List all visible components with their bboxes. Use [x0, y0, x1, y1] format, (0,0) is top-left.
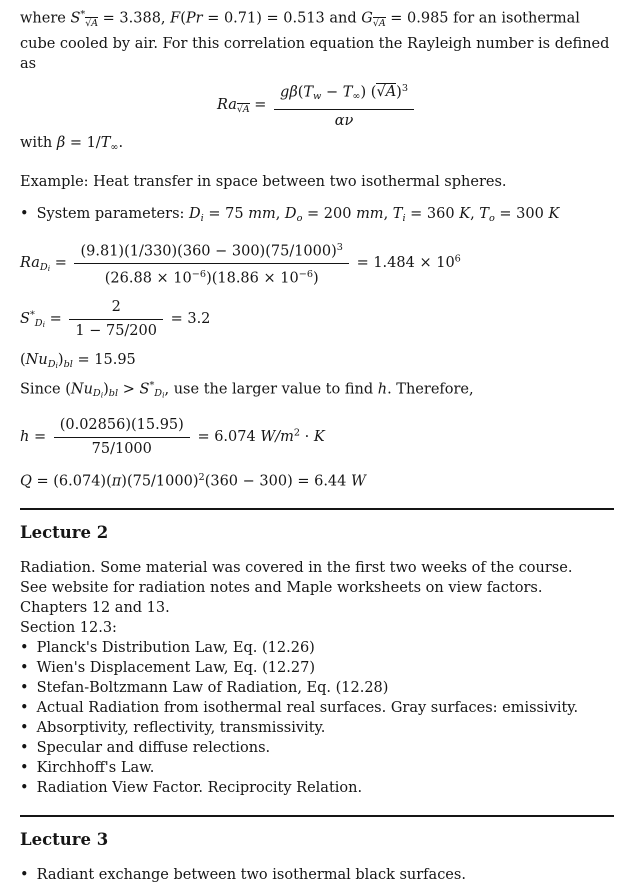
section-divider	[20, 508, 614, 510]
list-item-text: Specular and diffuse relections.	[36, 740, 271, 757]
bullet-icon: •	[20, 720, 29, 737]
bullet-icon: •	[20, 700, 29, 717]
list-item	[20, 865, 614, 885]
bullet-icon: •	[20, 760, 29, 777]
list-item-text: Absorptivity, reflectivity, transmissivity.	[36, 720, 326, 737]
intro-line-2: cube cooled by air. For this correlation equation the Rayleigh number is defined	[20, 35, 610, 52]
fraction	[54, 415, 190, 459]
bullet-icon: •	[20, 660, 29, 677]
list-item	[20, 678, 614, 698]
system-parameters-text: System parameters: $D_i = 75$ mm, $D_o = 200$ mm, $T_i = 360$ K, $T_o = 300$ K	[36, 205, 560, 224]
section-divider	[20, 815, 614, 817]
lecture-2-heading: Lecture 2	[20, 523, 109, 543]
fraction	[69, 297, 163, 341]
equation-lhs: $S^*_{Di}$ =	[20, 310, 62, 330]
list-item-text: Stefan-Boltzmann Law of Radiation, Eq. (12.28)	[36, 680, 389, 697]
list-item-text: Planck's Distribution Law, Eq. (12.26)	[36, 640, 315, 657]
bullet-icon: •	[20, 780, 29, 797]
beta-definition-line: with $\beta = 1/T_\infty$.	[20, 134, 124, 153]
system-parameters-item	[20, 204, 614, 229]
fraction-numerator: $(9.81)(1/330)(360 - 300)(75/1000)^3$	[74, 238, 348, 264]
fraction-denominator: αν	[334, 112, 354, 129]
list-item	[20, 638, 614, 658]
equation-lhs: h =	[20, 428, 47, 445]
list-item-text: Wien's Displacement Law, Eq. (12.27)	[36, 660, 315, 677]
equation-rhs: = 6.074 $W/m^2 \cdot K$	[197, 427, 325, 445]
bullet-icon: •	[20, 680, 29, 697]
bullet-icon: •	[20, 740, 29, 757]
list-item	[20, 658, 614, 678]
bullet-icon: •	[20, 640, 29, 657]
conduction-shape-factor-equation	[20, 297, 614, 341]
bullet-icon: •	[20, 867, 29, 884]
intro-line-1: where S*√ $_A$ = 3.388, F(Pr = 0.71) = 0.513 and G √ $_A$ = 0.985 for an isothermal	[20, 5, 614, 34]
fraction-numerator: $g\beta(T_w - T_\infty)$ ( √ A)$^3$	[274, 79, 414, 110]
example-heading: Example: Heat transfer in space between two isothermal spheres.	[20, 173, 507, 190]
fraction-denominator: 75/1000	[91, 440, 152, 457]
equation-lhs: $Ra_{Di}$ =	[20, 255, 67, 274]
fraction	[274, 79, 414, 131]
lecture2-para-line: See website for radiation notes and Maple worksheets on view factors.	[20, 580, 543, 597]
fraction	[74, 238, 348, 289]
heat-rate-equation: $Q = (6.074)(\pi)(75/1000)^2(360 - 300) = 6.44$ W	[20, 471, 366, 490]
list-item	[20, 778, 614, 798]
bullet-icon: •	[20, 205, 29, 222]
intro-line-3: as	[20, 55, 37, 72]
nusselt-value-line: $(Nu_{Di})_{bl} = 15.95$	[20, 352, 136, 371]
list-item	[20, 738, 614, 758]
fraction-numerator: (0.02856)(15.95)	[54, 415, 190, 438]
list-item	[20, 698, 614, 718]
equation-rhs: = 3.2	[170, 311, 211, 328]
list-item-text: Actual Radiation from isothermal real surfaces. Gray surfaces: emissivity.	[36, 700, 579, 717]
list-item	[20, 718, 614, 738]
lecture2-para-line: Radiation. Some material was covered in the first two weeks of the course.	[20, 560, 573, 577]
list-item-text: Radiation View Factor. Reciprocity Relation.	[36, 780, 363, 797]
equation-rhs: = $1.484 \times 10^6$	[356, 253, 461, 271]
lecture2-para-line: Chapters 12 and 13.	[20, 600, 170, 617]
comparison-line: Since $(Nu_{Di})_{bl} > S^*_{Di}$, use the larger value to find h. Therefore,	[20, 380, 474, 400]
list-item-text: Radiant exchange between two isothermal black surfaces.	[36, 867, 466, 884]
equation-lhs: Ra √ $_A$ =	[217, 97, 266, 113]
rayleigh-number-equation	[20, 79, 614, 131]
heat-transfer-coefficient-equation	[20, 415, 614, 459]
fraction-denominator: $(26.88 \times 10^{-6})(18.86 \times 10^{-6})$	[104, 269, 319, 287]
fraction-numerator: 2	[69, 297, 163, 320]
list-item	[20, 758, 614, 778]
lecture2-para-line: Section 12.3:	[20, 620, 117, 637]
fraction-denominator: 1 − 75/200	[75, 323, 157, 340]
list-item-text: Kirchhoff's Law.	[36, 760, 155, 777]
lecture-3-heading: Lecture 3	[20, 830, 109, 850]
rayleigh-di-equation	[20, 238, 614, 289]
